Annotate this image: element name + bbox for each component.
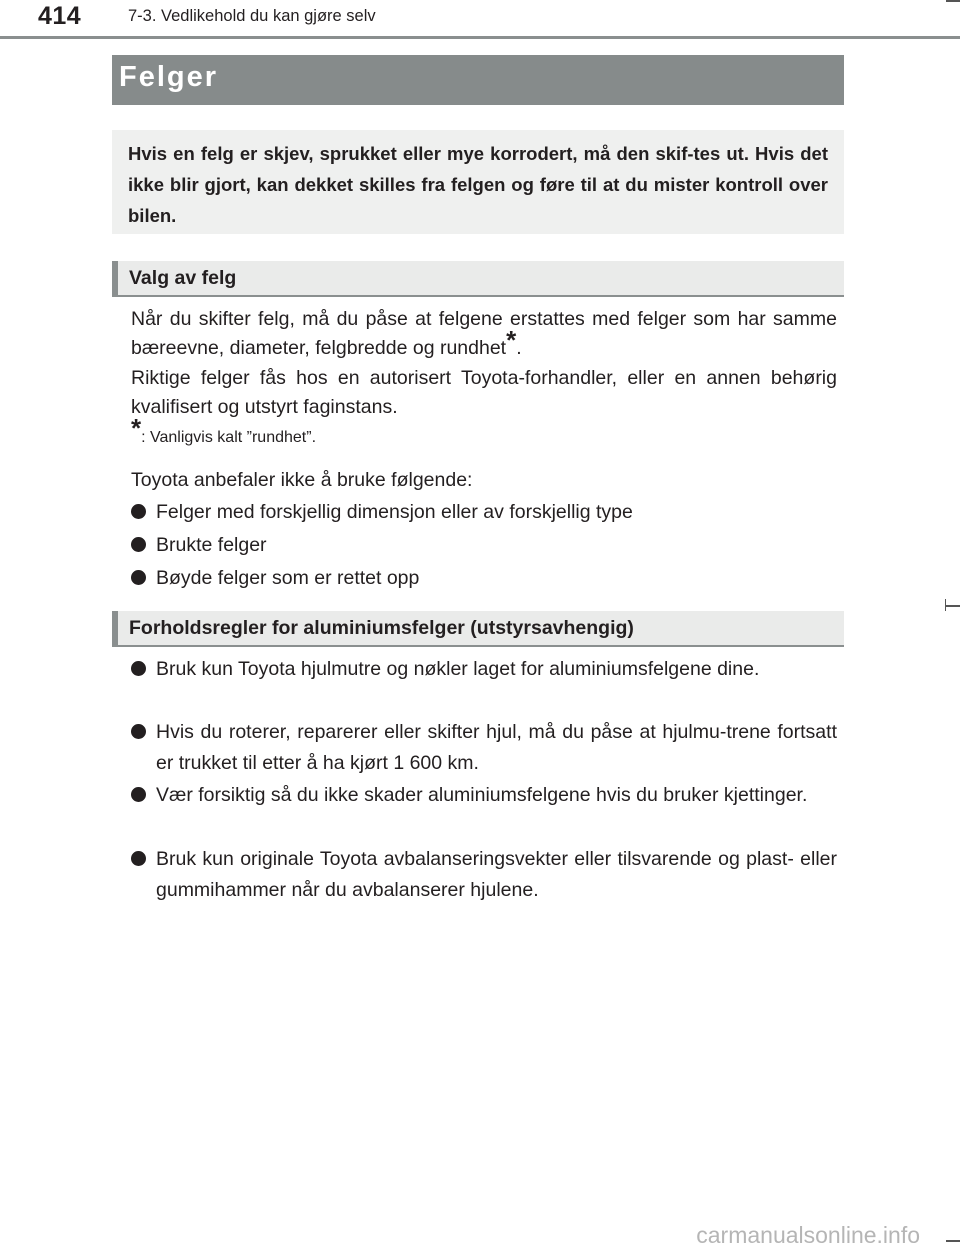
bullet-icon xyxy=(131,537,146,552)
bullet-icon xyxy=(131,570,146,585)
watermark: carmanualsonline.info xyxy=(696,1222,920,1248)
page-header xyxy=(0,0,960,40)
bullet-icon xyxy=(131,851,146,866)
crop-mark xyxy=(946,605,960,607)
crop-mark xyxy=(945,599,947,611)
crop-mark xyxy=(946,1240,960,1242)
warning-notice xyxy=(112,130,844,234)
footnote-text: : Vanligvis kalt ”rundhet”. xyxy=(141,429,317,446)
header-rule xyxy=(0,36,960,39)
page-number: 414 xyxy=(38,2,82,30)
list-item xyxy=(131,844,837,906)
list-item xyxy=(131,530,837,561)
section-heading-text: Forholdsregler for aluminiumsfelger (utstyrsavhengig) xyxy=(129,617,634,639)
list-item xyxy=(131,780,837,811)
list-item xyxy=(131,497,837,528)
bullet-icon xyxy=(131,504,146,519)
crop-mark xyxy=(946,0,960,2)
notice-text: Hvis en felg er skjev, sprukket eller mye korrodert, må den skif-tes ut. Hvis det ikke blir gjort, kan dekket skilles fra felgen og føre til at du mister kontroll over bilen. xyxy=(128,143,828,226)
paragraph-dealer: Riktige felger fås hos en autorisert Toyota-forhandler, eller en annen behørig kvalifisert og utstyrt faginstans. xyxy=(131,367,837,418)
list-item-text: Bruk kun Toyota hjulmutre og nøkler laget for aluminiumsfelgene dine. xyxy=(156,658,760,680)
title-bar xyxy=(112,55,844,105)
footnote-star: * xyxy=(131,413,142,443)
section-heading-text: Valg av felg xyxy=(129,267,237,289)
list-item-text: Bøyde felger som er rettet opp xyxy=(156,567,420,589)
paragraph-punctuation: . xyxy=(516,337,522,359)
bullet-icon xyxy=(131,787,146,802)
list-item xyxy=(131,563,837,594)
list-item-text: Vær forsiktig så du ikke skader aluminiumsfelgene hvis du bruker kjettinger. xyxy=(156,784,808,806)
list-item-text: Felger med forskjellig dimensjon eller av forskjellig type xyxy=(156,501,633,523)
section-heading-aluminiumsfelger xyxy=(112,611,844,647)
chapter-title: 7-3. Vedlikehold du kan gjøre selv xyxy=(128,7,376,25)
list-item-text: Brukte felger xyxy=(156,534,267,556)
page-title: Felger xyxy=(119,61,219,93)
list-item-text: Bruk kun originale Toyota avbalanseringsvekter eller tilsvarende og plast- eller gummihammer når du avbalanserer hjulene. xyxy=(156,848,837,901)
paragraph-rim-requirements xyxy=(131,305,837,363)
section-heading-valg-av-felg xyxy=(112,261,844,297)
recommendation-intro: Toyota anbefaler ikke å bruke følgende: xyxy=(131,469,473,491)
paragraph-text: Når du skifter felg, må du påse at felgene erstattes med felger som har samme bæreevne, diameter, felgbredde og rundhet xyxy=(131,308,837,359)
footnote-marker: * xyxy=(506,325,517,355)
list-item-text: Hvis du roterer, reparerer eller skifter hjul, må du påse at hjulmu-trene fortsatt er trukket til etter å ha kjørt 1 600 km. xyxy=(156,721,837,774)
list-item xyxy=(131,654,837,685)
bullet-icon xyxy=(131,724,146,739)
list-item xyxy=(131,717,837,779)
bullet-icon xyxy=(131,661,146,676)
footnote xyxy=(131,413,317,447)
